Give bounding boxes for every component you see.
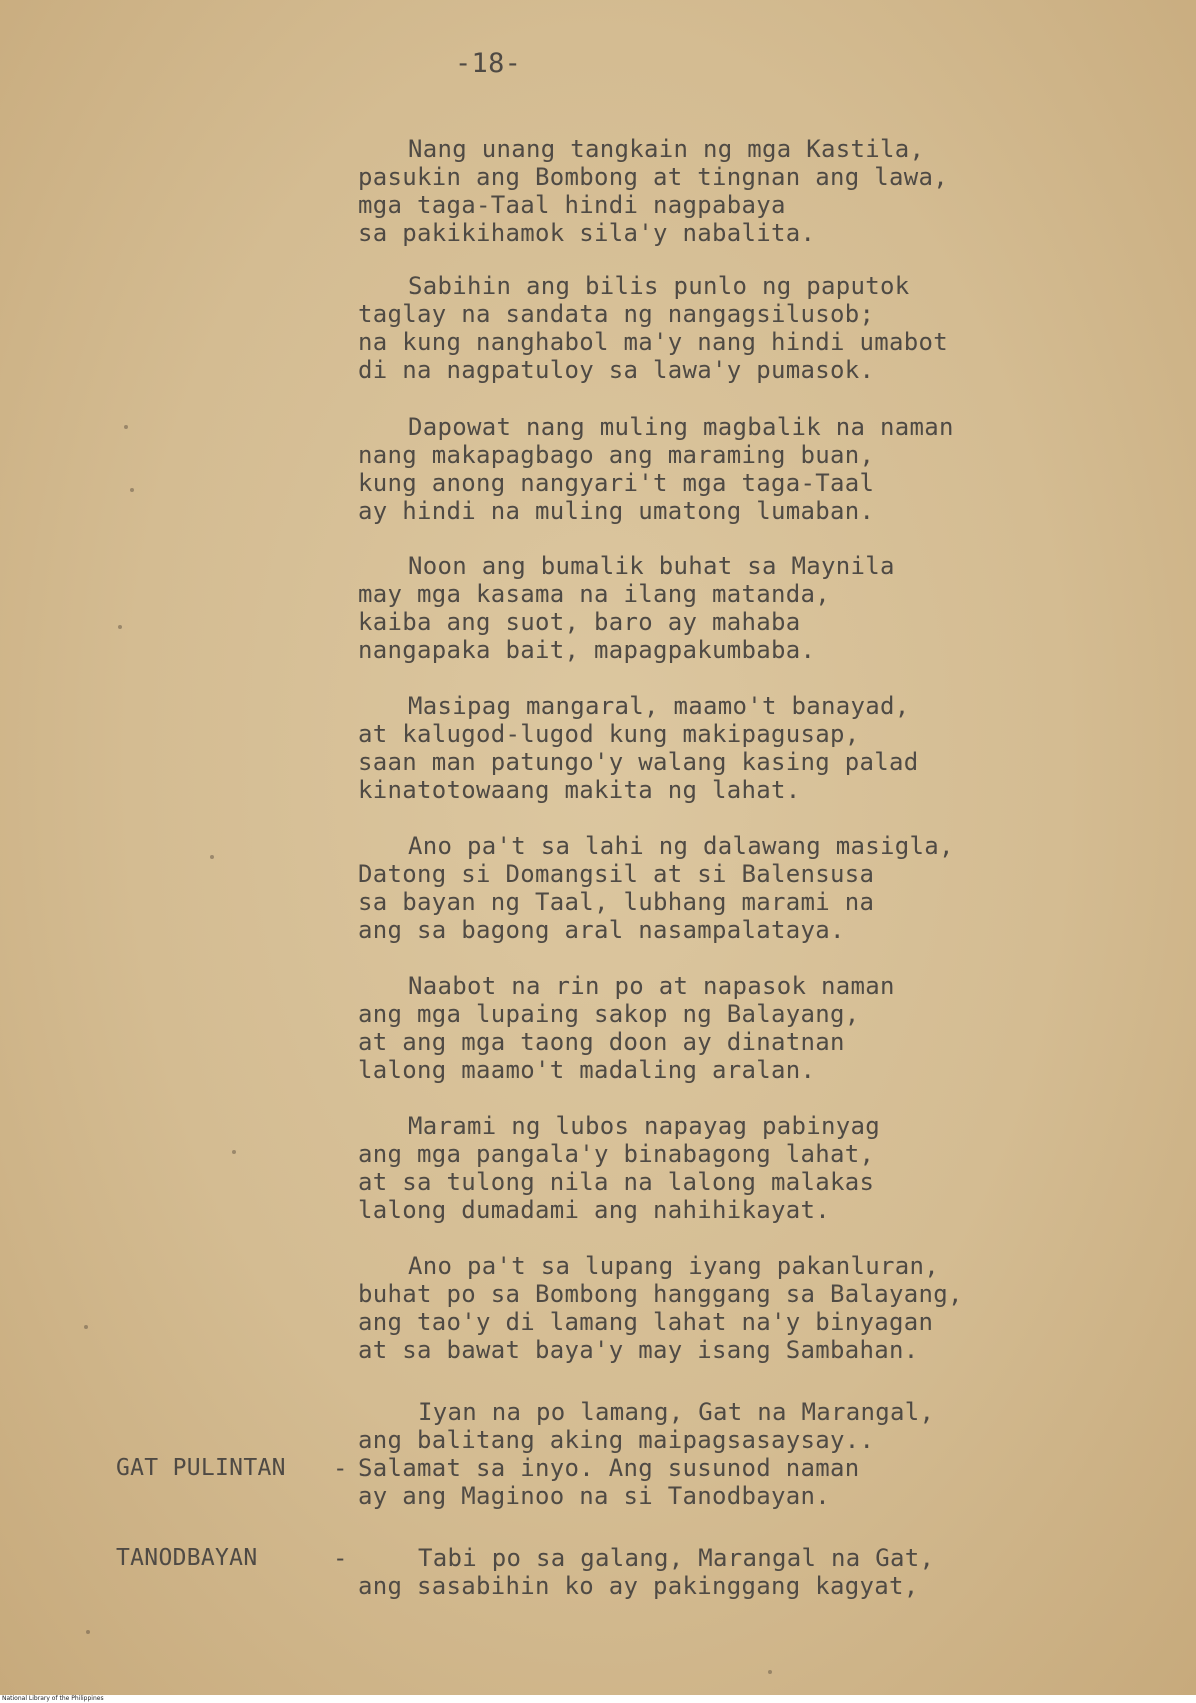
verse-line: di na nagpatuloy sa lawa'y pumasok. — [358, 356, 875, 384]
dialogue-row — [0, 1454, 1196, 1482]
verse-line: lalong dumadami ang nahihikayat. — [358, 1196, 830, 1224]
verse-line: Noon ang bumalik buhat sa Maynila — [408, 552, 895, 580]
spoken-line: ang sasabihin ko ay pakinggang kagyat, — [358, 1572, 919, 1600]
verse-line: kinatotowaang makita ng lahat. — [358, 776, 801, 804]
page-number: -18- — [455, 48, 522, 79]
verse-line: ang sa bagong aral nasampalataya. — [358, 916, 845, 944]
speaker-name: GAT PULINTAN — [116, 1455, 286, 1481]
stanza — [358, 832, 1078, 944]
verse-line: na kung nanghabol ma'y nang hindi umabot — [358, 328, 948, 356]
verse-line: Ano pa't sa lahi ng dalawang masigla, — [408, 832, 954, 860]
verse-line: lalong maamo't madaling aralan. — [358, 1056, 816, 1084]
spoken-line: Iyan na po lamang, Gat na Marangal, — [418, 1398, 935, 1426]
verse-line: sa pakikihamok sila'y nabalita. — [358, 219, 816, 247]
verse-line: Sabihin ang bilis punlo ng paputok — [408, 272, 910, 300]
verse-line: Dapowat nang muling magbalik na naman — [408, 413, 954, 441]
stanza — [358, 135, 1078, 247]
dialogue-row — [0, 1426, 1196, 1454]
speaker-dash: - — [333, 1454, 348, 1482]
paper-speck — [130, 488, 134, 492]
verse-line: ang tao'y di lamang lahat na'y binyagan — [358, 1308, 934, 1336]
stanza — [358, 552, 1078, 664]
verse-line: may mga kasama na ilang matanda, — [358, 580, 830, 608]
stanza — [358, 413, 1078, 525]
verse-line: at sa bawat baya'y may isang Sambahan. — [358, 1336, 919, 1364]
verse-line: pasukin ang Bombong at tingnan ang lawa, — [358, 163, 948, 191]
verse-line: Masipag mangaral, maamo't banayad, — [408, 692, 910, 720]
dialogue-row — [0, 1482, 1196, 1510]
verse-line: kung anong nangyari't mga taga-Taal — [358, 469, 875, 497]
verse-line: kaiba ang suot, baro ay mahaba — [358, 608, 801, 636]
verse-line: Ano pa't sa lupang iyang pakanluran, — [408, 1252, 939, 1280]
verse-line: mga taga-Taal hindi nagpabaya — [358, 191, 786, 219]
stanza — [358, 1112, 1078, 1224]
verse-line: sa bayan ng Taal, lubhang marami na — [358, 888, 875, 916]
verse-line: ang mga pangala'y binabagong lahat, — [358, 1140, 875, 1168]
verse-line: buhat po sa Bombong hanggang sa Balayang, — [358, 1280, 963, 1308]
paper-speck — [118, 625, 122, 629]
footer-credit: National Library of the Philippines — [2, 1695, 104, 1702]
verse-line: taglay na sandata ng nangagsilusob; — [358, 300, 875, 328]
dialogue-row — [0, 1544, 1196, 1572]
paper-speck — [124, 425, 128, 429]
dialogue-row — [0, 1398, 1196, 1426]
stanza — [358, 692, 1078, 804]
stanza — [358, 1252, 1078, 1364]
verse-line: Marami ng lubos napayag pabinyag — [408, 1112, 880, 1140]
spoken-line: ang balitang aking maipagsasaysay.. — [358, 1426, 875, 1454]
spoken-line: ay ang Maginoo na si Tanodbayan. — [358, 1482, 830, 1510]
stanza — [358, 272, 1078, 384]
speaker-name: TANODBAYAN — [116, 1545, 258, 1571]
spoken-line: Tabi po sa galang, Marangal na Gat, — [418, 1544, 935, 1572]
verse-line: nangapaka bait, mapagpakumbaba. — [358, 636, 816, 664]
dialogue-row — [0, 1572, 1196, 1600]
paper-speck — [84, 1325, 88, 1329]
paper-speck — [768, 1670, 772, 1674]
verse-line: Nang unang tangkain ng mga Kastila, — [408, 135, 925, 163]
verse-line: Datong si Domangsil at si Balensusa — [358, 860, 875, 888]
verse-line: ang mga lupaing sakop ng Balayang, — [358, 1000, 860, 1028]
verse-line: at sa tulong nila na lalong malakas — [358, 1168, 875, 1196]
paper-speck — [210, 855, 214, 859]
verse-line: ay hindi na muling umatong lumaban. — [358, 497, 875, 525]
spoken-line: Salamat sa inyo. Ang susunod naman — [358, 1454, 860, 1482]
paper-speck — [86, 1630, 90, 1634]
speaker-dash: - — [333, 1544, 348, 1572]
verse-line: at ang mga taong doon ay dinatnan — [358, 1028, 845, 1056]
verse-line: nang makapagbago ang maraming buan, — [358, 441, 875, 469]
verse-line: Naabot na rin po at napasok naman — [408, 972, 895, 1000]
footer-strip — [0, 1695, 1196, 1703]
verse-line: saan man patungo'y walang kasing palad — [358, 748, 919, 776]
paper-speck — [232, 1150, 236, 1154]
stanza — [358, 972, 1078, 1084]
verse-line: at kalugod-lugod kung makipagusap, — [358, 720, 860, 748]
